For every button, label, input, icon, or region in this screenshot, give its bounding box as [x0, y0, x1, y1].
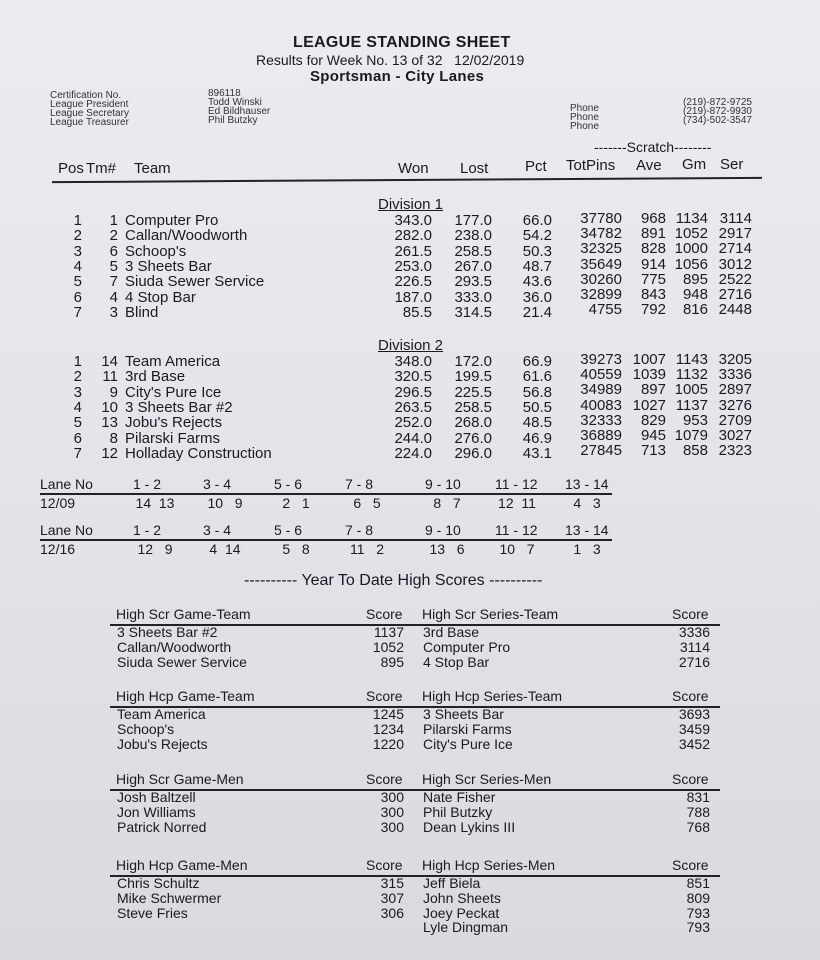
cell-team: 3 Sheets Bar: [125, 257, 212, 275]
left-entry-score: 1234: [372, 720, 404, 737]
right-entry-name: Jeff Biela: [423, 875, 481, 891]
left-entry-name: Callan/Woodworth: [117, 638, 232, 655]
cell-pos: 2: [73, 227, 82, 245]
cell-gm: 1134: [675, 210, 708, 227]
cell-won: 348.0: [394, 353, 432, 370]
cell-pct: 36.0: [522, 288, 552, 306]
cell-pct: 43.6: [522, 273, 552, 291]
left-entry-name: 3 Sheets Bar #2: [117, 624, 218, 640]
officer-phone: (219)-872-9725: [683, 97, 752, 108]
high-scores-title: ---------- Year To Date High Scores ----------: [244, 572, 543, 589]
lane-pair: 3 - 4: [203, 476, 232, 492]
right-section-title: High Scr Series-Team: [422, 606, 559, 622]
cell-ser: 2897: [718, 381, 752, 399]
cell-team: 4 Stop Bar: [125, 288, 196, 306]
right-score-label: Score: [672, 771, 709, 787]
sheet-subtitle: Results for Week No. 13 of 32 12/02/2019: [256, 52, 525, 68]
left-entry-name: Jon Williams: [117, 803, 196, 820]
cell-pos: 2: [73, 368, 82, 386]
lane-pair: 9 - 10: [425, 522, 461, 538]
left-entry-score: 1052: [372, 638, 404, 655]
col-pct: Pct: [525, 158, 547, 175]
cell-pct: 66.9: [522, 353, 552, 370]
cell-tm: 4: [109, 288, 118, 306]
left-section-title: High Hcp Game-Team: [116, 688, 255, 704]
lane-pair: 9 - 10: [425, 476, 461, 492]
col-totpins: TotPins: [566, 157, 616, 174]
cell-gm: 948: [682, 286, 708, 303]
right-entry-score: 3452: [678, 735, 710, 752]
right-entry-name: Computer Pro: [423, 638, 511, 655]
cell-pct: 48.7: [522, 257, 552, 275]
cell-pos: 1: [73, 212, 82, 229]
cell-gm: 1132: [675, 366, 708, 384]
lane-pair: 7 - 8: [345, 522, 374, 538]
cell-totpins: 34989: [580, 381, 622, 399]
cell-ser: 2714: [718, 240, 752, 258]
cell-won: 226.5: [394, 273, 432, 291]
week-date: 12/09: [40, 495, 76, 511]
cell-tm: 9: [109, 383, 118, 401]
cell-lost: 172.0: [454, 353, 492, 370]
right-entry-score: 2716: [678, 653, 710, 670]
lane-match: 4 3: [573, 495, 601, 511]
cell-won: 253.0: [394, 257, 432, 275]
cell-tm: 3: [109, 303, 118, 321]
left-entry-name: Josh Baltzell: [117, 789, 196, 805]
officer-phone-label: Phone: [570, 103, 599, 114]
cell-ave: 828: [640, 240, 666, 258]
cell-won: 252.0: [394, 414, 432, 432]
officer-role: League Treasurer: [50, 117, 129, 128]
right-entry-name: Pilarski Farms: [423, 720, 512, 737]
right-entry-score: 793: [686, 904, 710, 921]
left-entry-score: 1137: [373, 624, 404, 640]
left-entry-name: Jobu's Rejects: [117, 735, 208, 752]
sheet-title: LEAGUE STANDING SHEET: [293, 34, 511, 51]
cell-ave: 792: [640, 301, 666, 319]
cell-totpins: 35649: [580, 255, 622, 273]
col-lost: Lost: [460, 160, 489, 177]
cell-gm: 1143: [675, 351, 708, 368]
lane-label: Lane No: [40, 476, 93, 492]
right-entry-score: 3336: [678, 624, 710, 640]
team-row: [0, 442, 820, 462]
lane-pair: 1 - 2: [133, 522, 162, 538]
left-entry-score: 306: [380, 904, 404, 921]
venue-name: Sportsman - City Lanes: [310, 68, 485, 85]
cell-lost: 296.0: [454, 444, 492, 462]
cell-team: 3rd Base: [125, 368, 186, 386]
lane-match: 2 1: [282, 495, 310, 511]
division-heading: Division 2: [378, 337, 444, 354]
left-entry-score: 300: [380, 803, 404, 820]
cell-won: 282.0: [394, 227, 432, 245]
cell-team: 3 Sheets Bar #2: [125, 398, 233, 416]
cell-ave: 945: [640, 427, 666, 444]
officer-phone: (734)-502-3547: [683, 115, 752, 126]
cell-lost: 314.5: [454, 303, 492, 321]
right-entry-name: 3 Sheets Bar: [423, 706, 504, 722]
cell-team: City's Pure Ice: [125, 383, 222, 401]
cell-ser: 2716: [718, 286, 752, 303]
col-team: Team: [134, 160, 171, 177]
cell-pct: 21.4: [522, 303, 552, 321]
right-entry-score: 3459: [678, 720, 710, 737]
left-entry-score: 307: [380, 889, 404, 906]
cell-pos: 4: [73, 257, 82, 275]
cell-gm: 858: [682, 442, 708, 460]
cell-totpins: 40083: [580, 396, 622, 414]
cell-totpins: 32899: [580, 286, 622, 303]
left-section-title: High Scr Game-Men: [116, 771, 244, 787]
cell-ser: 2917: [718, 225, 752, 243]
cell-won: 85.5: [402, 303, 432, 321]
right-score-label: Score: [672, 857, 709, 873]
right-entry-score: 851: [686, 875, 710, 891]
cell-team: Blind: [125, 303, 159, 321]
lane-pair: 5 - 6: [274, 476, 303, 492]
lane-match: 1 3: [573, 541, 601, 557]
officer-role: League President: [50, 99, 129, 110]
cell-gm: 1079: [674, 427, 708, 444]
left-score-label: Score: [366, 857, 403, 873]
lane-match: 4 14: [209, 541, 241, 557]
cell-ser: 3276: [718, 396, 752, 414]
cell-ser: 2323: [718, 442, 752, 460]
cell-pct: 43.1: [522, 444, 552, 462]
right-entry-score: 809: [686, 889, 710, 906]
cell-ave: 775: [640, 270, 666, 288]
cell-totpins: 4755: [588, 301, 622, 319]
left-entry-score: 1220: [372, 735, 404, 752]
cell-gm: 953: [682, 411, 708, 429]
left-section-title: High Hcp Game-Men: [116, 857, 248, 873]
cell-totpins: 37780: [580, 210, 622, 227]
left-score-label: Score: [366, 688, 403, 704]
cell-ser: 3336: [718, 366, 752, 384]
right-entry-name: Phil Butzky: [423, 803, 493, 820]
cell-ave: 914: [640, 255, 666, 273]
lane-match: 10 7: [499, 541, 535, 557]
cell-ser: 2709: [718, 411, 752, 429]
cell-ave: 897: [640, 381, 666, 399]
right-entry-name: Lyle Dingman: [423, 919, 509, 936]
left-entry-score: 895: [380, 653, 404, 670]
lane-match: 14 13: [135, 495, 175, 511]
right-entry-name: 3rd Base: [423, 624, 480, 640]
cell-totpins: 32325: [580, 240, 622, 258]
cell-gm: 816: [682, 301, 708, 319]
cell-gm: 1052: [674, 225, 708, 243]
cell-tm: 1: [109, 212, 118, 229]
cell-pct: 50.5: [522, 398, 552, 416]
left-entry-name: Mike Schwermer: [117, 889, 222, 906]
cell-pos: 3: [73, 242, 82, 260]
cell-won: 320.5: [394, 368, 432, 386]
left-score-label: Score: [366, 606, 403, 622]
lane-match: 8 7: [433, 495, 461, 511]
cell-ser: 2448: [718, 301, 752, 319]
left-section-title: High Scr Game-Team: [116, 606, 251, 622]
right-score-label: Score: [672, 606, 709, 622]
cell-won: 244.0: [394, 429, 432, 447]
cell-pct: 50.3: [522, 242, 552, 260]
cell-lost: 177.0: [454, 212, 492, 229]
cell-tm: 7: [109, 273, 118, 291]
left-entry-name: Siuda Sewer Service: [117, 653, 247, 670]
right-entry-score: 793: [686, 919, 710, 936]
header-rule: [52, 177, 762, 183]
lane-pair: 1 - 2: [133, 476, 162, 492]
cell-totpins: 36889: [580, 427, 622, 444]
cell-lost: 333.0: [454, 288, 492, 306]
cell-team: Team America: [125, 353, 221, 370]
officer-value: Phil Butzky: [208, 115, 258, 126]
right-score-label: Score: [672, 688, 709, 704]
scratch-header: -------Scratch--------: [594, 139, 712, 155]
cell-tm: 2: [109, 227, 118, 245]
col-tm: Tm#: [86, 160, 116, 177]
lane-pair: 5 - 6: [274, 522, 303, 538]
lane-pair: 13 - 14: [565, 522, 609, 538]
cell-gm: 1137: [675, 396, 708, 414]
lane-label: Lane No: [40, 522, 93, 538]
lane-pair: 7 - 8: [345, 476, 374, 492]
right-section-title: High Scr Series-Men: [422, 771, 552, 787]
cell-totpins: 39273: [580, 351, 622, 368]
cell-ave: 1007: [632, 351, 666, 368]
lane-match: 11 2: [350, 541, 384, 557]
right-entry-score: 831: [686, 789, 710, 805]
officer-value: Todd Winski: [208, 97, 262, 108]
cell-pct: 48.5: [522, 414, 552, 432]
officer-value: 896118: [208, 88, 241, 99]
cell-team: Callan/Woodworth: [125, 227, 248, 245]
officer-phone-label: Phone: [570, 112, 599, 123]
officer-role: Certification No.: [50, 90, 122, 101]
cell-tm: 12: [101, 444, 118, 462]
cell-gm: 1000: [674, 240, 708, 258]
cell-won: 343.0: [394, 212, 432, 229]
cell-team: Siuda Sewer Service: [125, 273, 265, 291]
lane-match: 13 6: [429, 541, 465, 557]
right-entry-name: Dean Lykins III: [423, 818, 516, 835]
lane-pair: 11 - 12: [495, 522, 538, 538]
left-entry-name: Schoop's: [117, 720, 175, 737]
cell-gm: 895: [682, 270, 708, 288]
left-entry-score: 300: [380, 818, 404, 835]
cell-ave: 1027: [632, 396, 666, 414]
left-score-label: Score: [366, 771, 403, 787]
cell-ave: 891: [640, 225, 666, 243]
right-entry-name: Joey Peckat: [423, 904, 500, 921]
cell-totpins: 34782: [580, 225, 622, 243]
cell-tm: 6: [109, 242, 118, 260]
cell-pos: 3: [73, 383, 82, 401]
left-entry-score: 300: [380, 789, 404, 805]
lane-match: 12 9: [137, 541, 173, 557]
officer-phone-label: Phone: [570, 121, 599, 132]
lane-pair: 3 - 4: [203, 522, 232, 538]
cell-tm: 10: [101, 398, 118, 416]
cell-lost: 258.5: [454, 398, 492, 416]
officer-value: Ed Bildhauser: [208, 106, 271, 117]
cell-ave: 968: [640, 210, 666, 227]
cell-lost: 267.0: [454, 257, 492, 275]
cell-totpins: 32333: [580, 411, 622, 429]
cell-pct: 46.9: [522, 429, 552, 447]
right-entry-score: 3693: [678, 706, 710, 722]
cell-pos: 7: [73, 444, 82, 462]
cell-ave: 843: [640, 286, 666, 303]
cell-pos: 5: [73, 273, 82, 291]
cell-lost: 293.5: [454, 273, 492, 291]
left-entry-name: Steve Fries: [117, 904, 188, 921]
division-heading: Division 1: [378, 196, 444, 213]
cell-ave: 829: [640, 411, 666, 429]
cell-lost: 199.5: [454, 368, 492, 386]
left-entry-name: Patrick Norred: [117, 818, 207, 835]
cell-ser: 3114: [719, 210, 752, 227]
lane-match: 10 9: [207, 495, 243, 511]
cell-pos: 6: [73, 429, 82, 447]
col-won: Won: [398, 160, 429, 177]
right-entry-name: City's Pure Ice: [423, 735, 513, 752]
right-section-title: High Hcp Series-Men: [422, 857, 556, 873]
officer-role: League Secretary: [50, 108, 129, 119]
right-entry-score: 768: [686, 818, 710, 835]
cell-team: Jobu's Rejects: [125, 414, 223, 432]
cell-pct: 56.8: [522, 383, 552, 401]
right-entry-name: Nate Fisher: [423, 789, 496, 805]
cell-pos: 4: [73, 398, 82, 416]
cell-pos: 1: [73, 353, 82, 370]
cell-totpins: 40559: [580, 366, 622, 384]
cell-won: 224.0: [394, 444, 432, 462]
left-entry-name: Chris Schultz: [117, 875, 200, 891]
cell-ave: 1039: [632, 366, 666, 384]
left-entry-score: 315: [380, 875, 404, 891]
lane-pair: 13 - 14: [565, 476, 609, 492]
col-ser: Ser: [720, 156, 744, 173]
cell-gm: 1056: [674, 255, 708, 273]
officer-phone: (219)-872-9930: [683, 106, 752, 117]
cell-pct: 61.6: [522, 368, 552, 386]
cell-pct: 54.2: [522, 227, 552, 245]
cell-tm: 11: [102, 368, 118, 386]
cell-pos: 5: [73, 414, 82, 432]
cell-tm: 14: [101, 353, 118, 370]
section-rule: [110, 789, 720, 791]
cell-ser: 3205: [718, 351, 752, 368]
col-pos: Pos: [58, 160, 84, 177]
cell-gm: 1005: [674, 381, 708, 399]
right-entry-score: 3114: [679, 638, 710, 655]
lane-pair: 11 - 12: [495, 476, 538, 492]
cell-won: 187.0: [394, 288, 432, 306]
col-gm: Gm: [682, 156, 707, 173]
week-date: 12/16: [40, 541, 76, 557]
cell-won: 296.5: [394, 383, 432, 401]
cell-totpins: 30260: [580, 270, 622, 288]
cell-ser: 3027: [718, 427, 752, 444]
cell-lost: 225.5: [454, 383, 492, 401]
cell-pct: 66.0: [522, 212, 552, 229]
left-entry-score: 1245: [372, 706, 404, 722]
cell-tm: 13: [101, 414, 118, 432]
cell-ser: 3012: [718, 255, 752, 273]
cell-won: 263.5: [394, 398, 432, 416]
right-entry-score: 788: [686, 803, 710, 820]
cell-totpins: 27845: [580, 442, 622, 460]
cell-lost: 238.0: [454, 227, 492, 245]
col-ave: Ave: [636, 157, 662, 174]
cell-ave: 713: [640, 442, 666, 460]
lane-match: 6 5: [353, 495, 381, 511]
right-section-title: High Hcp Series-Team: [422, 688, 563, 704]
cell-team: Pilarski Farms: [125, 429, 221, 447]
cell-team: Schoop's: [125, 242, 187, 260]
cell-ser: 2522: [718, 270, 752, 288]
cell-won: 261.5: [394, 242, 432, 260]
cell-pos: 6: [73, 288, 82, 306]
cell-tm: 5: [109, 257, 118, 275]
lane-match: 12 11: [498, 495, 536, 511]
cell-team: Computer Pro: [125, 212, 219, 229]
team-row: [0, 301, 820, 321]
left-entry-name: Team America: [117, 706, 206, 722]
cell-team: Holladay Construction: [125, 444, 272, 462]
cell-lost: 268.0: [454, 414, 492, 432]
right-entry-name: John Sheets: [423, 889, 501, 906]
cell-tm: 8: [109, 429, 118, 447]
cell-pos: 7: [73, 303, 82, 321]
cell-lost: 276.0: [454, 429, 492, 447]
cell-lost: 258.5: [454, 242, 492, 260]
right-entry-name: 4 Stop Bar: [423, 653, 490, 670]
lane-match: 5 8: [282, 541, 310, 557]
section-rule: [110, 875, 720, 877]
